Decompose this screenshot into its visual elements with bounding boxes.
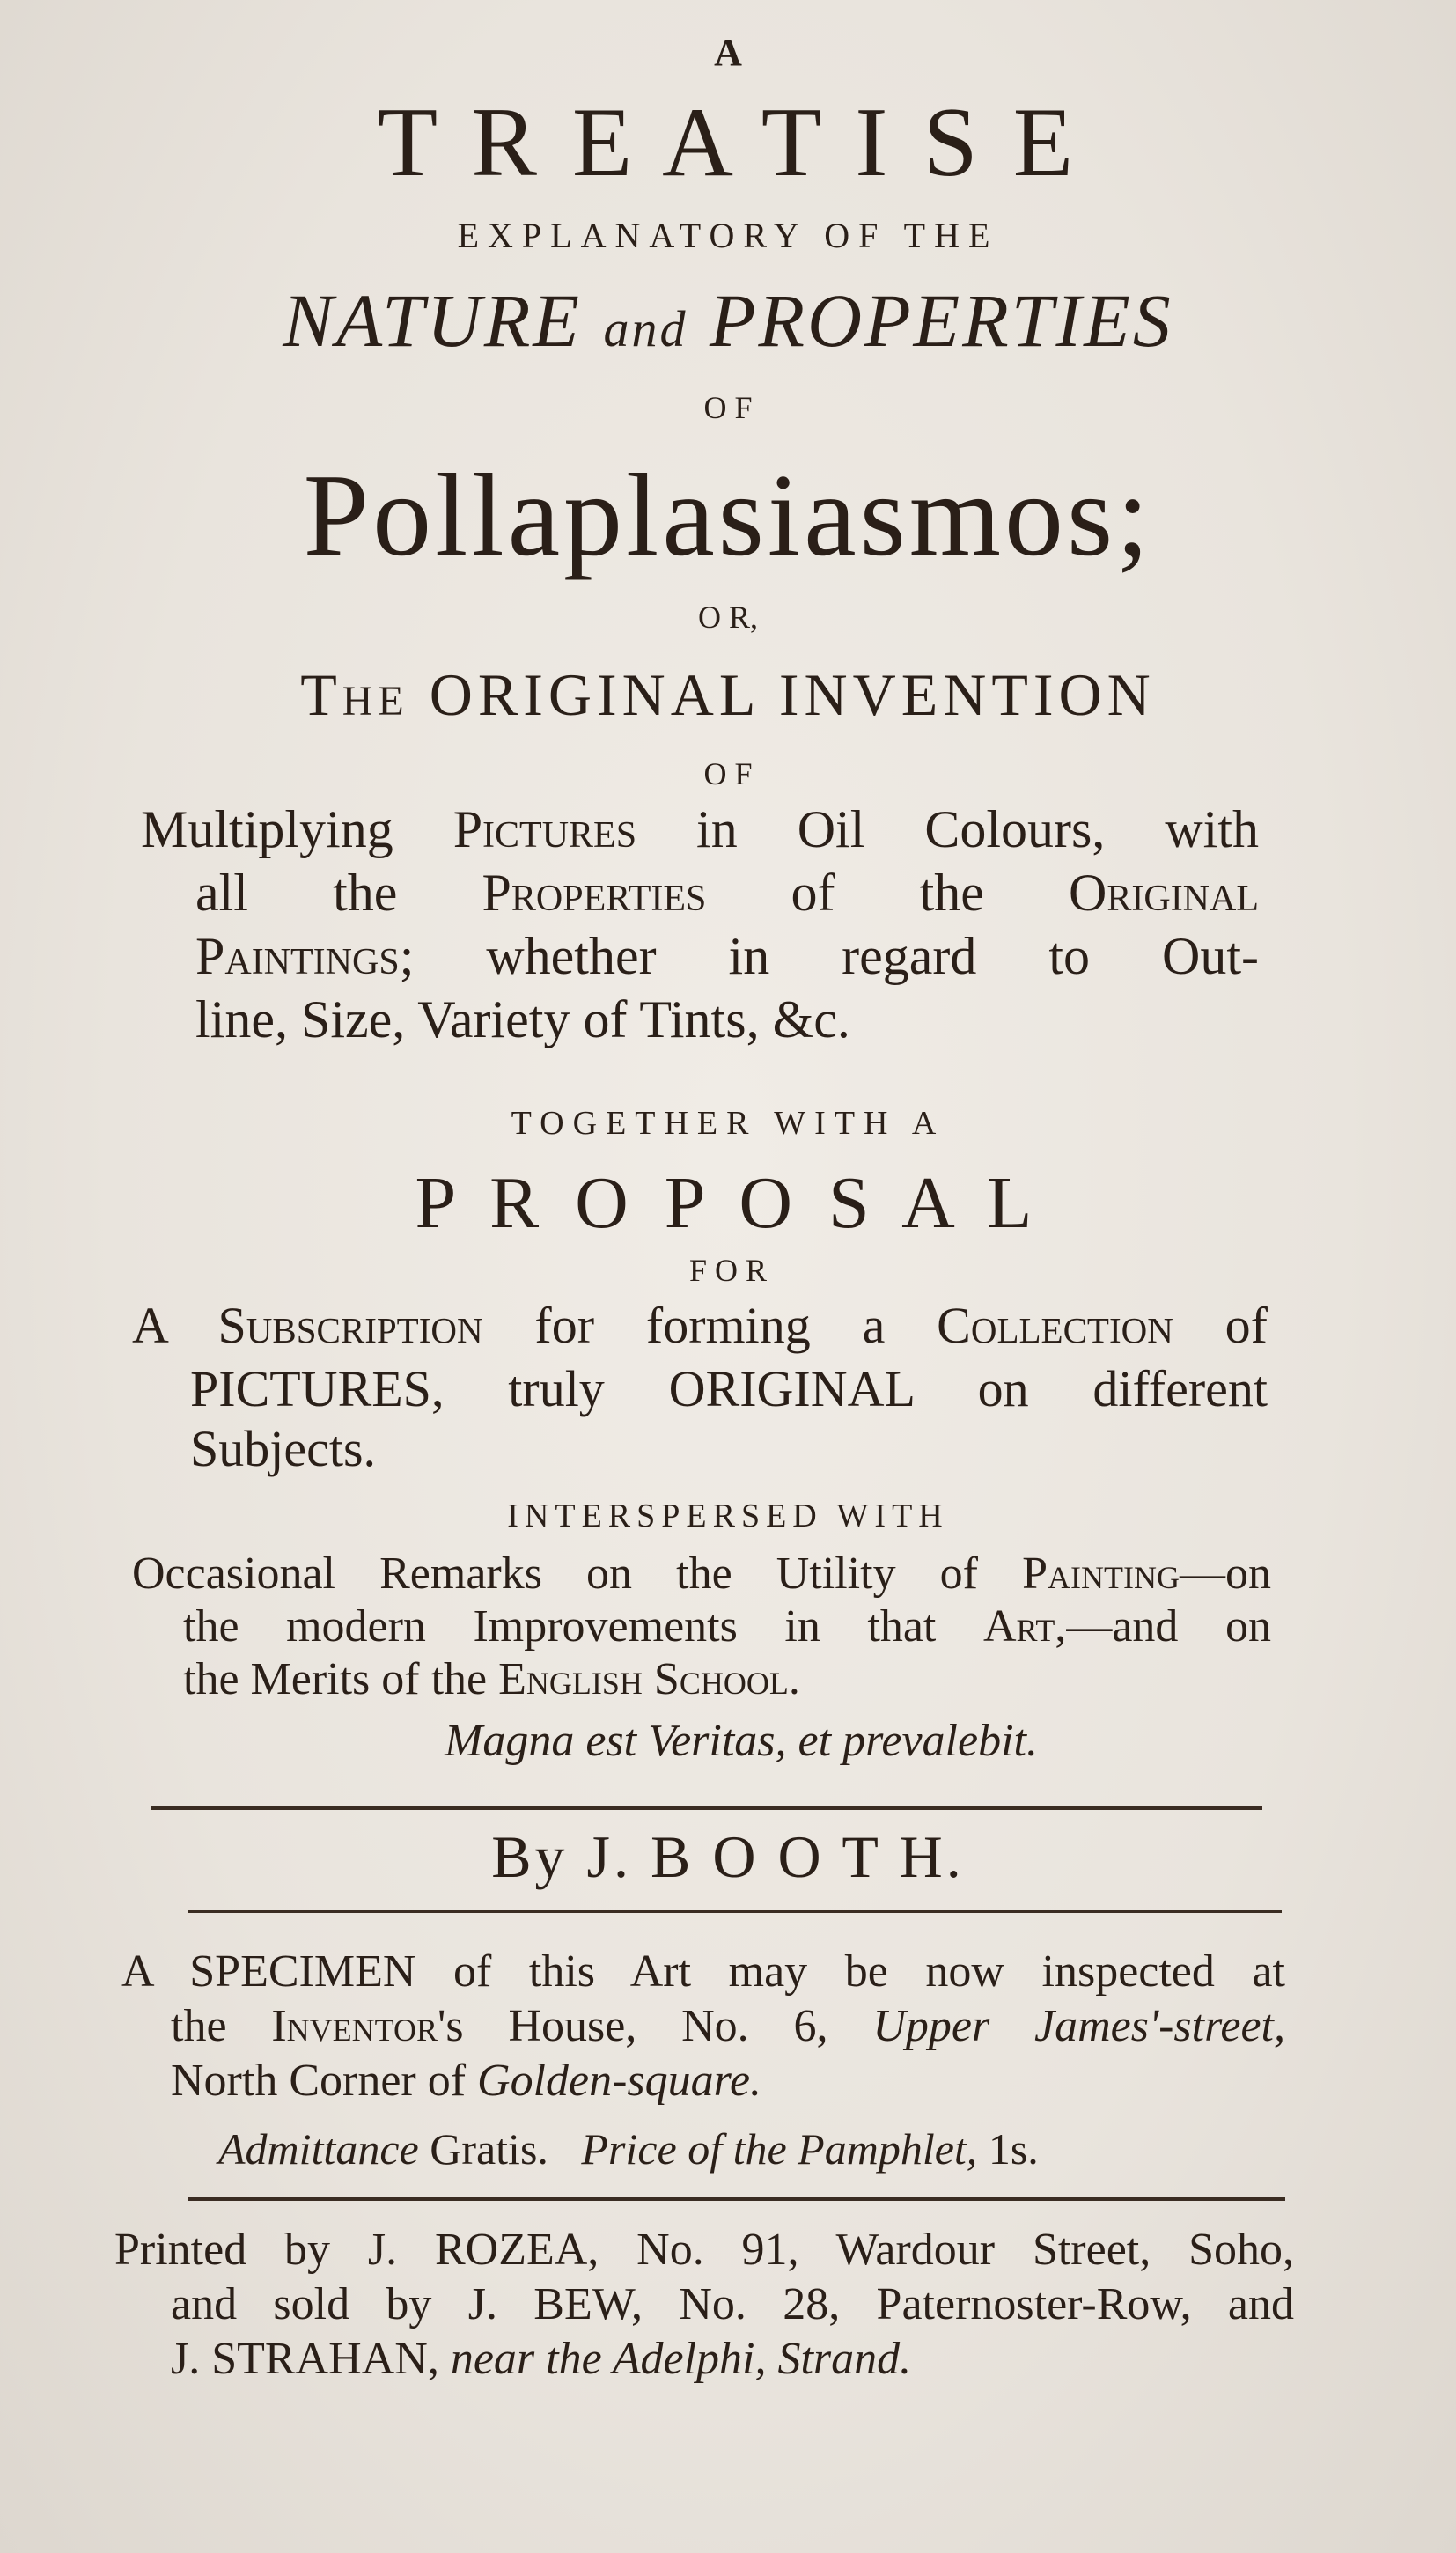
rule-top-byline — [151, 1806, 1262, 1810]
para2-line2: PICTURES, truly ORIGINAL on different — [190, 1360, 1268, 1417]
connector-or: O R, — [697, 600, 758, 635]
para2-line1: A Subscription for forming a Collection of — [132, 1297, 1268, 1354]
para3-line3: the Merits of the English School. — [183, 1654, 800, 1704]
specimen-line1: A SPECIMEN of this Art may be now inspected at — [121, 1946, 1285, 1997]
para1-line3: Paintings; whether in regard to Out- — [195, 927, 1259, 985]
specimen-line3: North Corner of Golden-square. — [171, 2056, 762, 2106]
imprint-line2: and sold by J. BEW, No. 28, Paternoster-Row, and — [171, 2279, 1294, 2329]
together-with: TOGETHER WITH A — [511, 1105, 945, 1142]
imprint-line1: Printed by J. ROZEA, No. 91, Wardour Street, Soho, — [114, 2225, 1294, 2275]
properties-text: PROPERTIES — [709, 278, 1173, 363]
heading-treatise: T R E A T I S E — [377, 88, 1079, 197]
interspersed-with: INTERSPERSED WITH — [507, 1497, 949, 1534]
imprint-line3: J. STRAHAN, near the Adelphi, Strand. — [171, 2334, 912, 2384]
main-title: Pollaplasiasmos; — [303, 450, 1153, 580]
para3-line2: the modern Improvements in that Art,—and on — [183, 1601, 1271, 1652]
nature-text: NATURE — [283, 278, 582, 363]
latin-motto: Magna est Veritas, et prevalebit. — [445, 1716, 1038, 1766]
connector-of-1: O F — [703, 390, 753, 425]
subtitle-explanatory: EXPLANATORY OF THE — [457, 216, 999, 255]
heading-proposal: P R O P O S A L — [415, 1162, 1041, 1244]
rule-imprint — [188, 2197, 1285, 2201]
para3-line1: Occasional Remarks on the Utility of Painting—on — [132, 1549, 1271, 1599]
specimen-line2: the Inventor's House, No. 6, Upper James'-street, — [171, 2001, 1286, 2051]
para2-line3: Subjects. — [190, 1420, 377, 1477]
original-invention-text: ORIGINAL INVENTION — [429, 661, 1156, 728]
para1-line4: line, Size, Variety of Tints, &c. — [195, 990, 850, 1048]
subtitle-nature-properties — [0, 276, 1456, 364]
subtitle-original-invention — [0, 660, 1456, 730]
the-text: The — [300, 661, 409, 728]
para1-line2: all the Properties of the Original — [195, 864, 1259, 922]
article-a: A — [714, 31, 742, 74]
admittance-line: Admittance Gratis. Price of the Pamphlet, 1s. — [218, 2124, 1039, 2174]
and-text: and — [603, 300, 688, 357]
byline: By J. B O O T H. — [491, 1823, 965, 1890]
connector-of-2: O F — [703, 756, 753, 791]
connector-for: F O R — [688, 1253, 768, 1288]
rule-bottom-byline — [188, 1910, 1282, 1913]
para1-line1: Multiplying Pictures in Oil Colours, with — [141, 800, 1260, 858]
